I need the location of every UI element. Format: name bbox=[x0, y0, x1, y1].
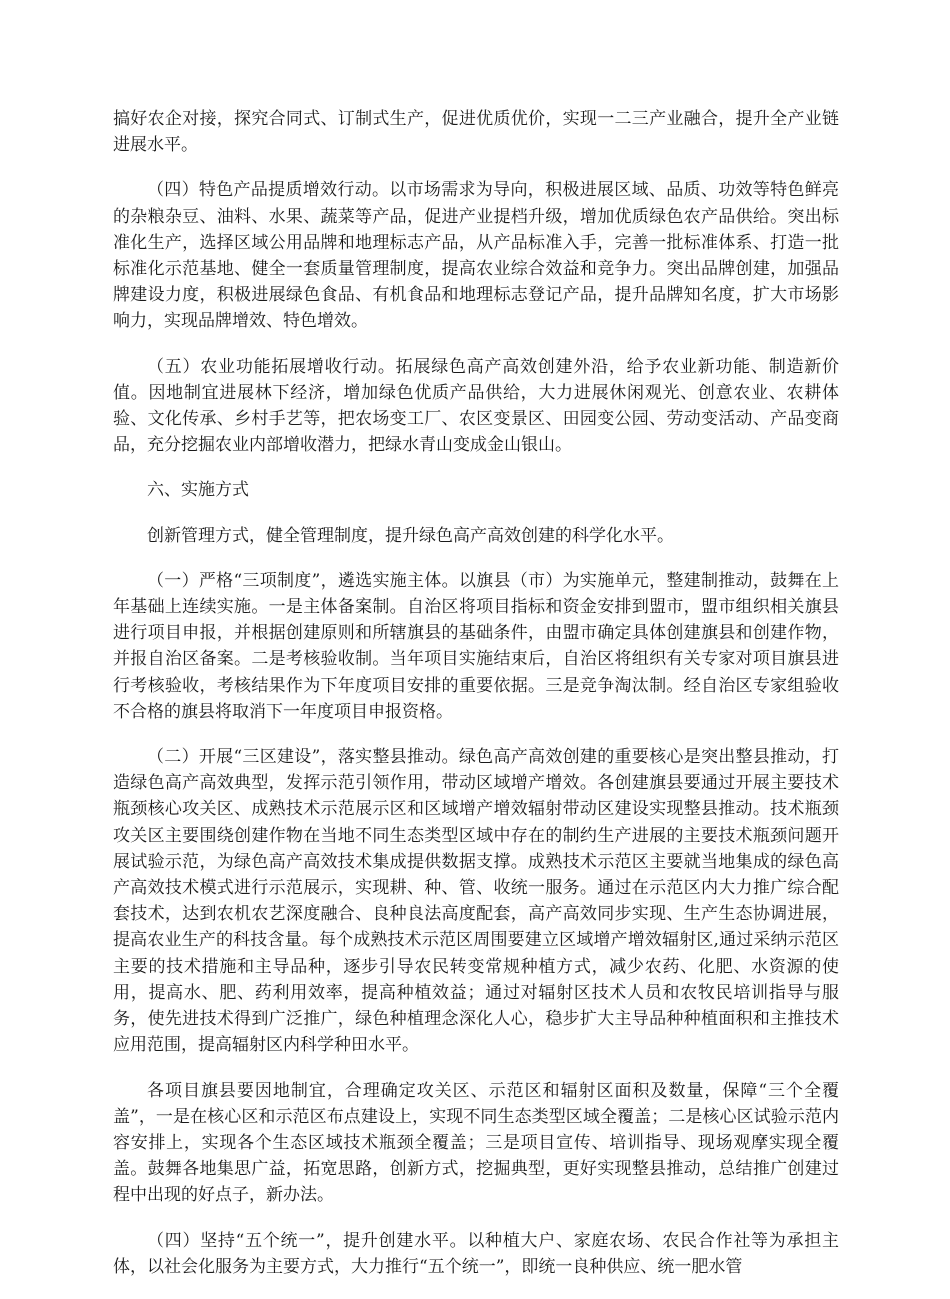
paragraph-continuation: 搞好农企对接，探究合同式、订制式生产，促进优质优价，实现一二三产业融合，提升全产业链进展水平。 bbox=[113, 109, 839, 156]
paragraph-management-intro: 创新管理方式，健全管理制度，提升绿色高产高效创建的科学化水平。 bbox=[147, 525, 674, 546]
paragraph-three-coverage: 各项目旗县要因地制宜，合理确定攻关区、示范区和辐射区面积及数量，保障“三个全覆盖”，一是在核心区和示范区布点建设上，实现不同生态类型区域全覆盖；二是核心区试验示范内容安排上，实现各个生态区域技术瓶颈全覆盖；三是项目宣传、培训指导、现场观摩实现全覆盖。鼓舞各地集思广益，拓宽思路，创新方式，挖掘典型，更好实现整县推动，总结推广创建过程中出现的好点子，新办法。 bbox=[113, 1080, 839, 1206]
paragraph-specialty-products: （四）特色产品提质增效行动。以市场需求为导向，积极进展区域、品质、功效等特色鲜亮的杂粮杂豆、油料、水果、蔬菜等产品，促进产业提档升级，增加优质绿色农产品供给。突出标准化生产，选择区域公用品牌和地理标志产品，从产品标准入手，完善一批标准体系、打造一批标准化示范基地、健全一套质量管理制度，提高农业综合效益和竞争力。突出品牌创建，加强品牌建设力度，积极进展绿色食品、有机食品和地理标志登记产品，提升品牌知名度，扩大市场影响力，实现品牌增效、特色增效。 bbox=[113, 180, 839, 332]
section-heading-implementation: 六、实施方式 bbox=[147, 480, 249, 501]
document-page bbox=[113, 106, 839, 1299]
paragraph-three-zones: （二）开展“三区建设”，落实整县推动。绿色高产高效创建的重要核心是突出整县推动，打造绿色高产高效典型，发挥示范引领作用，带动区域增产增效。各创建旗县要通过开展主要技术瓶颈核心攻关区、成熟技术示范展示区和区域增产增效辐射带动区建设实现整县推动。技术瓶颈攻关区主要围绕创建作物在当地不同生态类型区域中存在的制约生产进展的主要技术瓶颈问题开展试验示范，为绿色高产高效技术集成提供数据支撑。成熟技术示范区主要就当地集成的绿色高产高效技术模式进行示范展示，实现耕、种、管、收统一服务。通过在示范区内大力推广综合配套技术，达到农机农艺深度融合、良种良法高度配套，高产高效同步实现、生产生态协调进展，提高农业生产的科技含量。每个成熟技术示范区周围要建立区域增产增效辐射区,通过采纳示范区主要的技术措施和主导品种，逐步引导农民转变常规种植方式，减少农药、化肥、水资源的使用，提高水、肥、药利用效率，提高种植效益；通过对辐射区技术人员和农牧民培训指导与服务，使先进技术得到广泛推广，绿色种植理念深化人心，稳步扩大主导品种种植面积和主推技术应用范围，提高辐射区内科学种田水平。 bbox=[113, 747, 839, 1056]
paragraph-function-expansion: （五）农业功能拓展增收行动。拓展绿色高产高效创建外沿，给予农业新功能、制造新价值。因地制宜进展林下经济，增加绿色优质产品供给，大力进展休闲观光、创意农业、农耕体验、文化传承、乡村手艺等，把农场变工厂、农区变景区、田园变公园、劳动变活动、产品变商品，充分挖掘农业内部增收潜力，把绿水青山变成金山银山。 bbox=[113, 356, 839, 456]
paragraph-three-systems: （一）严格“三项制度”，遴选实施主体。以旗县（市）为实施单元，整建制推动，鼓舞在上年基础上连续实施。一是主体备案制。自治区将项目指标和资金安排到盟市，盟市组织相关旗县进行项目申报，并根据创建原则和所辖旗县的基础条件，由盟市确定具体创建旗县和创建作物，并报自治区备案。二是考核验收制。当年项目实施结束后，自治区将组织有关专家对项目旗县进行考核验收，考核结果作为下年度项目安排的重要依据。三是竞争淘汰制。经自治区专家组验收不合格的旗县将取消下一年度项目申报资格。 bbox=[113, 570, 839, 722]
paragraph-five-unifications: （四）坚持“五个统一”，提升创建水平。以种植大户、家庭农场、农民合作社等为承担主体，以社会化服务为主要方式，大力推行“五个统一”，即统一良种供应、统一肥水管 bbox=[113, 1230, 839, 1277]
